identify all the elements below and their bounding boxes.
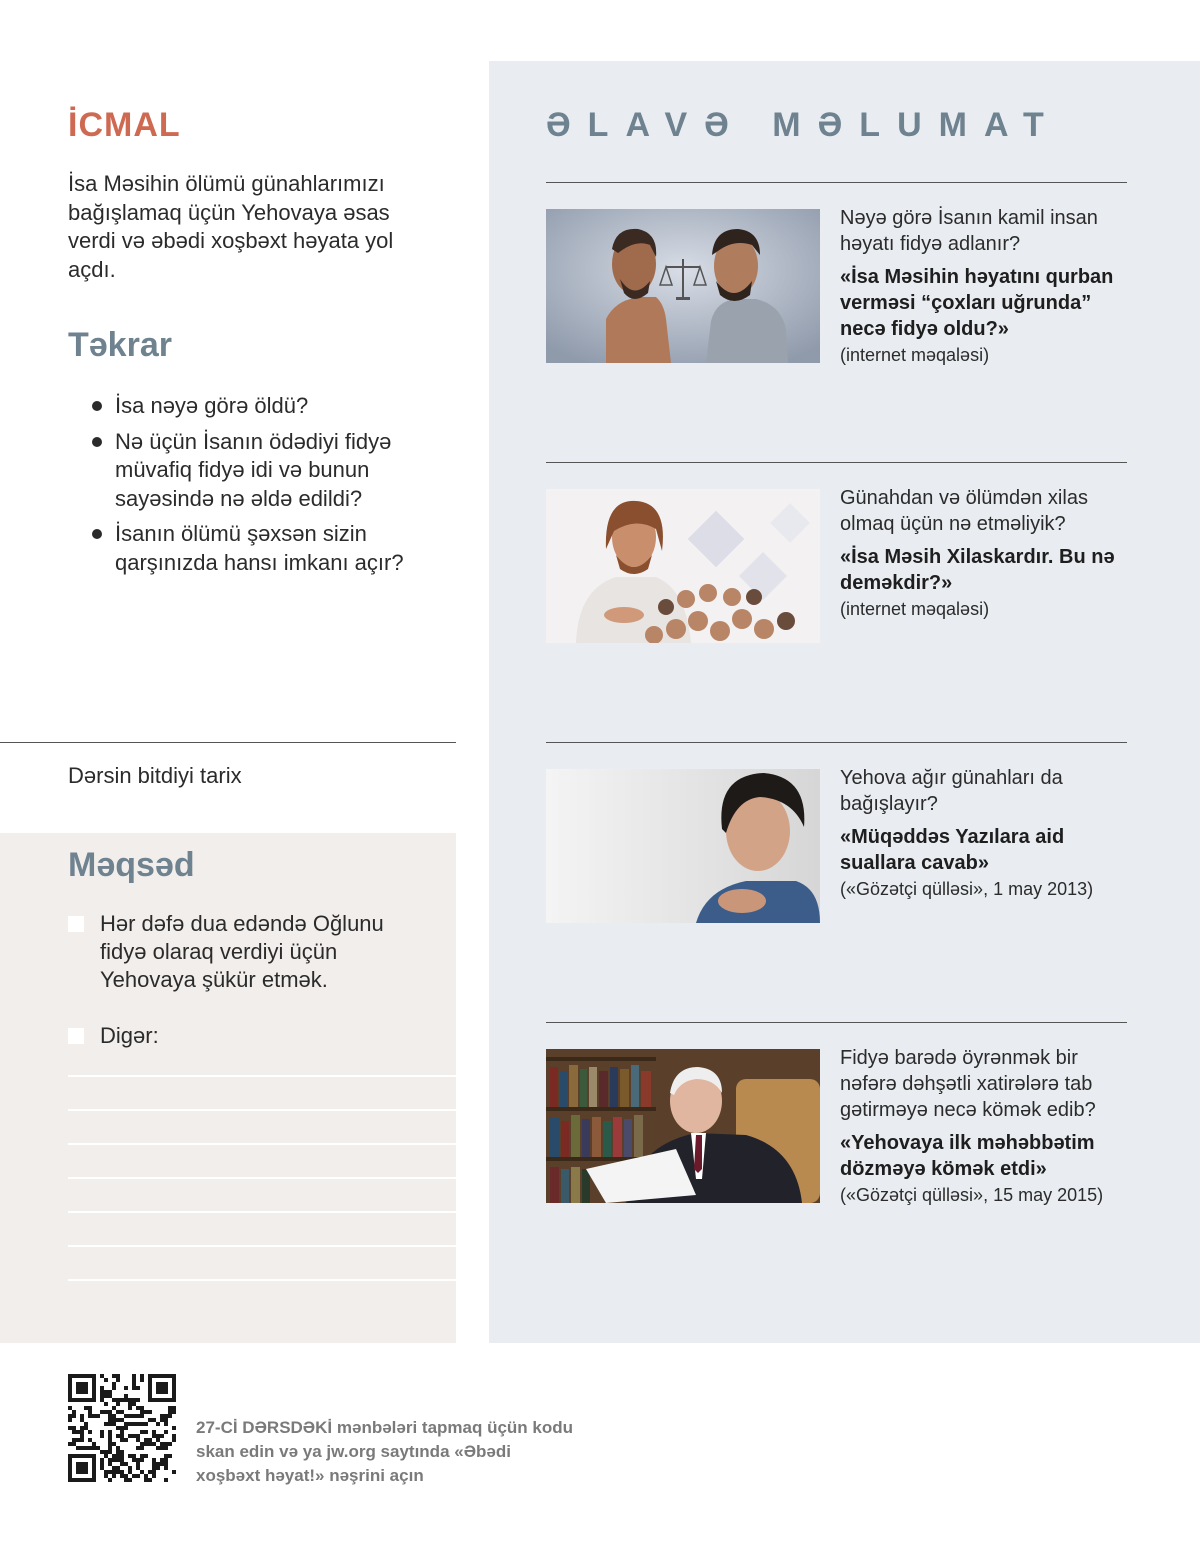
writing-line[interactable] [68,1109,456,1111]
resource-card[interactable] [840,765,1120,902]
writing-line[interactable] [68,1211,456,1213]
alave-heading: ƏLAVƏ MƏLUMAT [546,106,1061,144]
card-title-link[interactable]: «Müqəddəs Yazılara aid suallara cavab» [840,826,1065,874]
divider [0,742,456,743]
bullet-icon [92,437,102,447]
goal-checkbox[interactable] [68,916,84,932]
divider [546,1022,1127,1023]
writing-line[interactable] [68,1177,456,1179]
card-question: Nəyə görə İsanın kamil insan həyatı fidyə adlanır? [840,207,1098,255]
divider [546,742,1127,743]
resource-card[interactable] [840,205,1120,368]
card-source: («Gözətçi qülləsi», 1 may 2013) [840,879,1094,899]
writing-line[interactable] [68,1245,456,1247]
maqsad-heading: Məqsəd [68,846,195,884]
card-source: (internet məqaləsi) [840,345,990,365]
tekrar-question-list [92,392,442,584]
goal-text: Hər dəfə dua edəndə Oğlunu fidyə olaraq verdiyi üçün Yehovaya şükür etmək. [100,911,384,992]
icmal-heading: İCMAL [68,106,181,144]
tekrar-heading: Təkrar [68,326,172,364]
lesson-date-label: Dərsin bitdiyi tarix [68,763,242,788]
tekrar-question: Nə üçün İsanın ödədiyi fidyə müvafiq fidyə idi və bunun sayəsində nə əldə edildi? [92,428,442,514]
divider [546,462,1127,463]
icmal-summary: İsa Məsihin ölümü günahlarımızı bağışlamaq üçün Yehovaya əsas verdi və əbədi xoşbəxt həyata yol açdı. [68,171,394,282]
tekrar-question: İsanın ölümü şəxsən sizin qarşınızda hansı imkanı açır? [92,520,442,577]
bullet-icon [92,401,102,411]
two-men-scale-image[interactable] [546,209,820,363]
card-title-link[interactable]: «İsa Məsih Xilaskardır. Bu nə deməkdir?» [840,546,1115,594]
resource-card[interactable] [840,1045,1120,1208]
card-question: Günahdan və ölümdən xilas olmaq üçün nə etməliyik? [840,487,1088,535]
card-title-link[interactable]: «Yehovaya ilk məhəbbətim dözməyə kömək etdi» [840,1132,1095,1180]
praying-man-image[interactable] [546,769,820,923]
card-source: (internet məqaləsi) [840,599,990,619]
card-question: Fidyə barədə öyrənmək bir nəfərə dəhşətli xatirələrə tab gətirməyə necə kömək edib? [840,1047,1096,1121]
tekrar-question: İsa nəyə görə öldü? [92,392,442,421]
other-checkbox[interactable] [68,1028,84,1044]
goal-checkbox-row[interactable] [68,910,428,994]
other-label: Digər: [100,1023,159,1048]
writing-line[interactable] [68,1143,456,1145]
card-source: («Gözətçi qülləsi», 15 may 2015) [840,1185,1104,1205]
resource-card[interactable] [840,485,1120,622]
other-checkbox-row[interactable] [68,1022,428,1050]
bullet-icon [92,529,102,539]
man-reading-image[interactable] [546,1049,820,1203]
divider [546,182,1127,183]
card-title-link[interactable]: «İsa Məsihin həyatını qurban verməsi “çoxları uğrunda” necə fidyə oldu?» [840,266,1114,340]
jesus-crowd-image[interactable] [546,489,820,643]
footer-instructions: 27-Cİ DƏRSDƏKİ mənbələri tapmaq üçün kodu skan edin və ya jw.org saytında «Əbədi xoşbəxt həyat!» nəşrini açın [196,1418,574,1485]
writing-line[interactable] [68,1279,456,1281]
card-question: Yehova ağır günahları da bağışlayır? [840,767,1063,815]
qr-code-icon[interactable] [68,1374,176,1482]
writing-line[interactable] [68,1075,456,1077]
